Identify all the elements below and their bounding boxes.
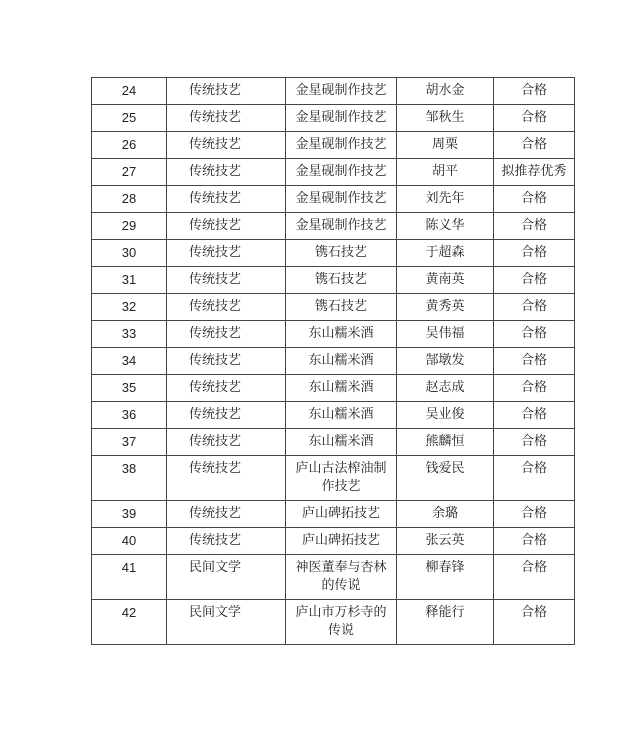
row-number: 32: [92, 294, 167, 321]
inheritor-name-cell: 黄南英: [397, 267, 494, 294]
row-number: 38: [92, 456, 167, 501]
table-row: [92, 501, 575, 528]
row-number: 30: [92, 240, 167, 267]
row-number: 24: [92, 78, 167, 105]
result-cell: 合格: [494, 348, 575, 375]
inheritor-name-cell: 于超森: [397, 240, 494, 267]
table-row: [92, 348, 575, 375]
table-row: [92, 132, 575, 159]
inheritor-name-cell: 张云英: [397, 528, 494, 555]
category-cell: 传统技艺: [167, 501, 286, 528]
row-number: 41: [92, 555, 167, 600]
project-cell: 金星砚制作技艺: [286, 105, 397, 132]
category-cell: 传统技艺: [167, 159, 286, 186]
category-cell: 传统技艺: [167, 186, 286, 213]
category-cell: 传统技艺: [167, 429, 286, 456]
result-cell: 合格: [494, 240, 575, 267]
row-number: 42: [92, 600, 167, 645]
inheritor-name-cell: 刘先年: [397, 186, 494, 213]
inheritor-name-cell: 胡平: [397, 159, 494, 186]
table-row: [92, 600, 575, 645]
category-cell: 民间文学: [167, 555, 286, 600]
result-cell: 合格: [494, 456, 575, 501]
project-cell: 庐山碑拓技艺: [286, 528, 397, 555]
result-cell: 拟推荐优秀: [494, 159, 575, 186]
inheritor-name-cell: 余璐: [397, 501, 494, 528]
row-number: 27: [92, 159, 167, 186]
category-cell: 传统技艺: [167, 78, 286, 105]
table-row: [92, 528, 575, 555]
result-cell: 合格: [494, 402, 575, 429]
category-cell: 传统技艺: [167, 213, 286, 240]
row-number: 26: [92, 132, 167, 159]
result-cell: 合格: [494, 186, 575, 213]
category-cell: 传统技艺: [167, 456, 286, 501]
table-row: [92, 294, 575, 321]
row-number: 35: [92, 375, 167, 402]
result-cell: 合格: [494, 294, 575, 321]
project-cell: 金星砚制作技艺: [286, 186, 397, 213]
table-row: [92, 267, 575, 294]
inheritor-name-cell: 柳春锋: [397, 555, 494, 600]
row-number: 33: [92, 321, 167, 348]
table-row: [92, 429, 575, 456]
project-cell: 东山糯米酒: [286, 348, 397, 375]
table-row: [92, 375, 575, 402]
inheritor-name-cell: 释能行: [397, 600, 494, 645]
result-cell: 合格: [494, 501, 575, 528]
category-cell: 传统技艺: [167, 375, 286, 402]
category-cell: 传统技艺: [167, 105, 286, 132]
inheritor-name-cell: 赵志成: [397, 375, 494, 402]
result-cell: 合格: [494, 267, 575, 294]
inheritor-name-cell: 黄秀英: [397, 294, 494, 321]
inheritor-name-cell: 陈义华: [397, 213, 494, 240]
project-cell: 庐山市万杉寺的传说: [286, 600, 397, 645]
project-cell: 神医董奉与杏林的传说: [286, 555, 397, 600]
table-row: [92, 186, 575, 213]
inheritor-name-cell: 吴伟福: [397, 321, 494, 348]
table-row: [92, 456, 575, 501]
result-cell: 合格: [494, 105, 575, 132]
project-cell: 东山糯米酒: [286, 402, 397, 429]
result-cell: 合格: [494, 375, 575, 402]
result-cell: 合格: [494, 78, 575, 105]
result-cell: 合格: [494, 600, 575, 645]
project-cell: 镌石技艺: [286, 294, 397, 321]
project-cell: 金星砚制作技艺: [286, 78, 397, 105]
table-row: [92, 321, 575, 348]
row-number: 28: [92, 186, 167, 213]
table-row: [92, 240, 575, 267]
project-cell: 东山糯米酒: [286, 375, 397, 402]
table-row: [92, 159, 575, 186]
row-number: 36: [92, 402, 167, 429]
inheritor-name-cell: 吴业俊: [397, 402, 494, 429]
inheritor-name-cell: 周栗: [397, 132, 494, 159]
table-row: [92, 555, 575, 600]
project-cell: 庐山碑拓技艺: [286, 501, 397, 528]
category-cell: 传统技艺: [167, 240, 286, 267]
row-number: 29: [92, 213, 167, 240]
row-number: 31: [92, 267, 167, 294]
table-row: [92, 213, 575, 240]
category-cell: 传统技艺: [167, 402, 286, 429]
category-cell: 传统技艺: [167, 321, 286, 348]
category-cell: 传统技艺: [167, 132, 286, 159]
project-cell: 金星砚制作技艺: [286, 213, 397, 240]
project-cell: 东山糯米酒: [286, 429, 397, 456]
category-cell: 传统技艺: [167, 294, 286, 321]
inheritor-name-cell: 钱爱民: [397, 456, 494, 501]
heritage-inheritor-table: [91, 77, 575, 645]
result-cell: 合格: [494, 132, 575, 159]
result-cell: 合格: [494, 555, 575, 600]
row-number: 40: [92, 528, 167, 555]
row-number: 37: [92, 429, 167, 456]
project-cell: 金星砚制作技艺: [286, 159, 397, 186]
category-cell: 传统技艺: [167, 348, 286, 375]
table-row: [92, 402, 575, 429]
result-cell: 合格: [494, 528, 575, 555]
result-cell: 合格: [494, 429, 575, 456]
project-cell: 镌石技艺: [286, 267, 397, 294]
inheritor-name-cell: 邹秋生: [397, 105, 494, 132]
inheritor-name-cell: 郜墩发: [397, 348, 494, 375]
result-cell: 合格: [494, 321, 575, 348]
category-cell: 传统技艺: [167, 528, 286, 555]
row-number: 39: [92, 501, 167, 528]
table-row: [92, 78, 575, 105]
category-cell: 传统技艺: [167, 267, 286, 294]
inheritor-name-cell: 熊麟恒: [397, 429, 494, 456]
project-cell: 庐山古法榨油制作技艺: [286, 456, 397, 501]
project-cell: 东山糯米酒: [286, 321, 397, 348]
row-number: 34: [92, 348, 167, 375]
project-cell: 金星砚制作技艺: [286, 132, 397, 159]
result-cell: 合格: [494, 213, 575, 240]
category-cell: 民间文学: [167, 600, 286, 645]
table-row: [92, 105, 575, 132]
inheritor-name-cell: 胡水金: [397, 78, 494, 105]
row-number: 25: [92, 105, 167, 132]
project-cell: 镌石技艺: [286, 240, 397, 267]
